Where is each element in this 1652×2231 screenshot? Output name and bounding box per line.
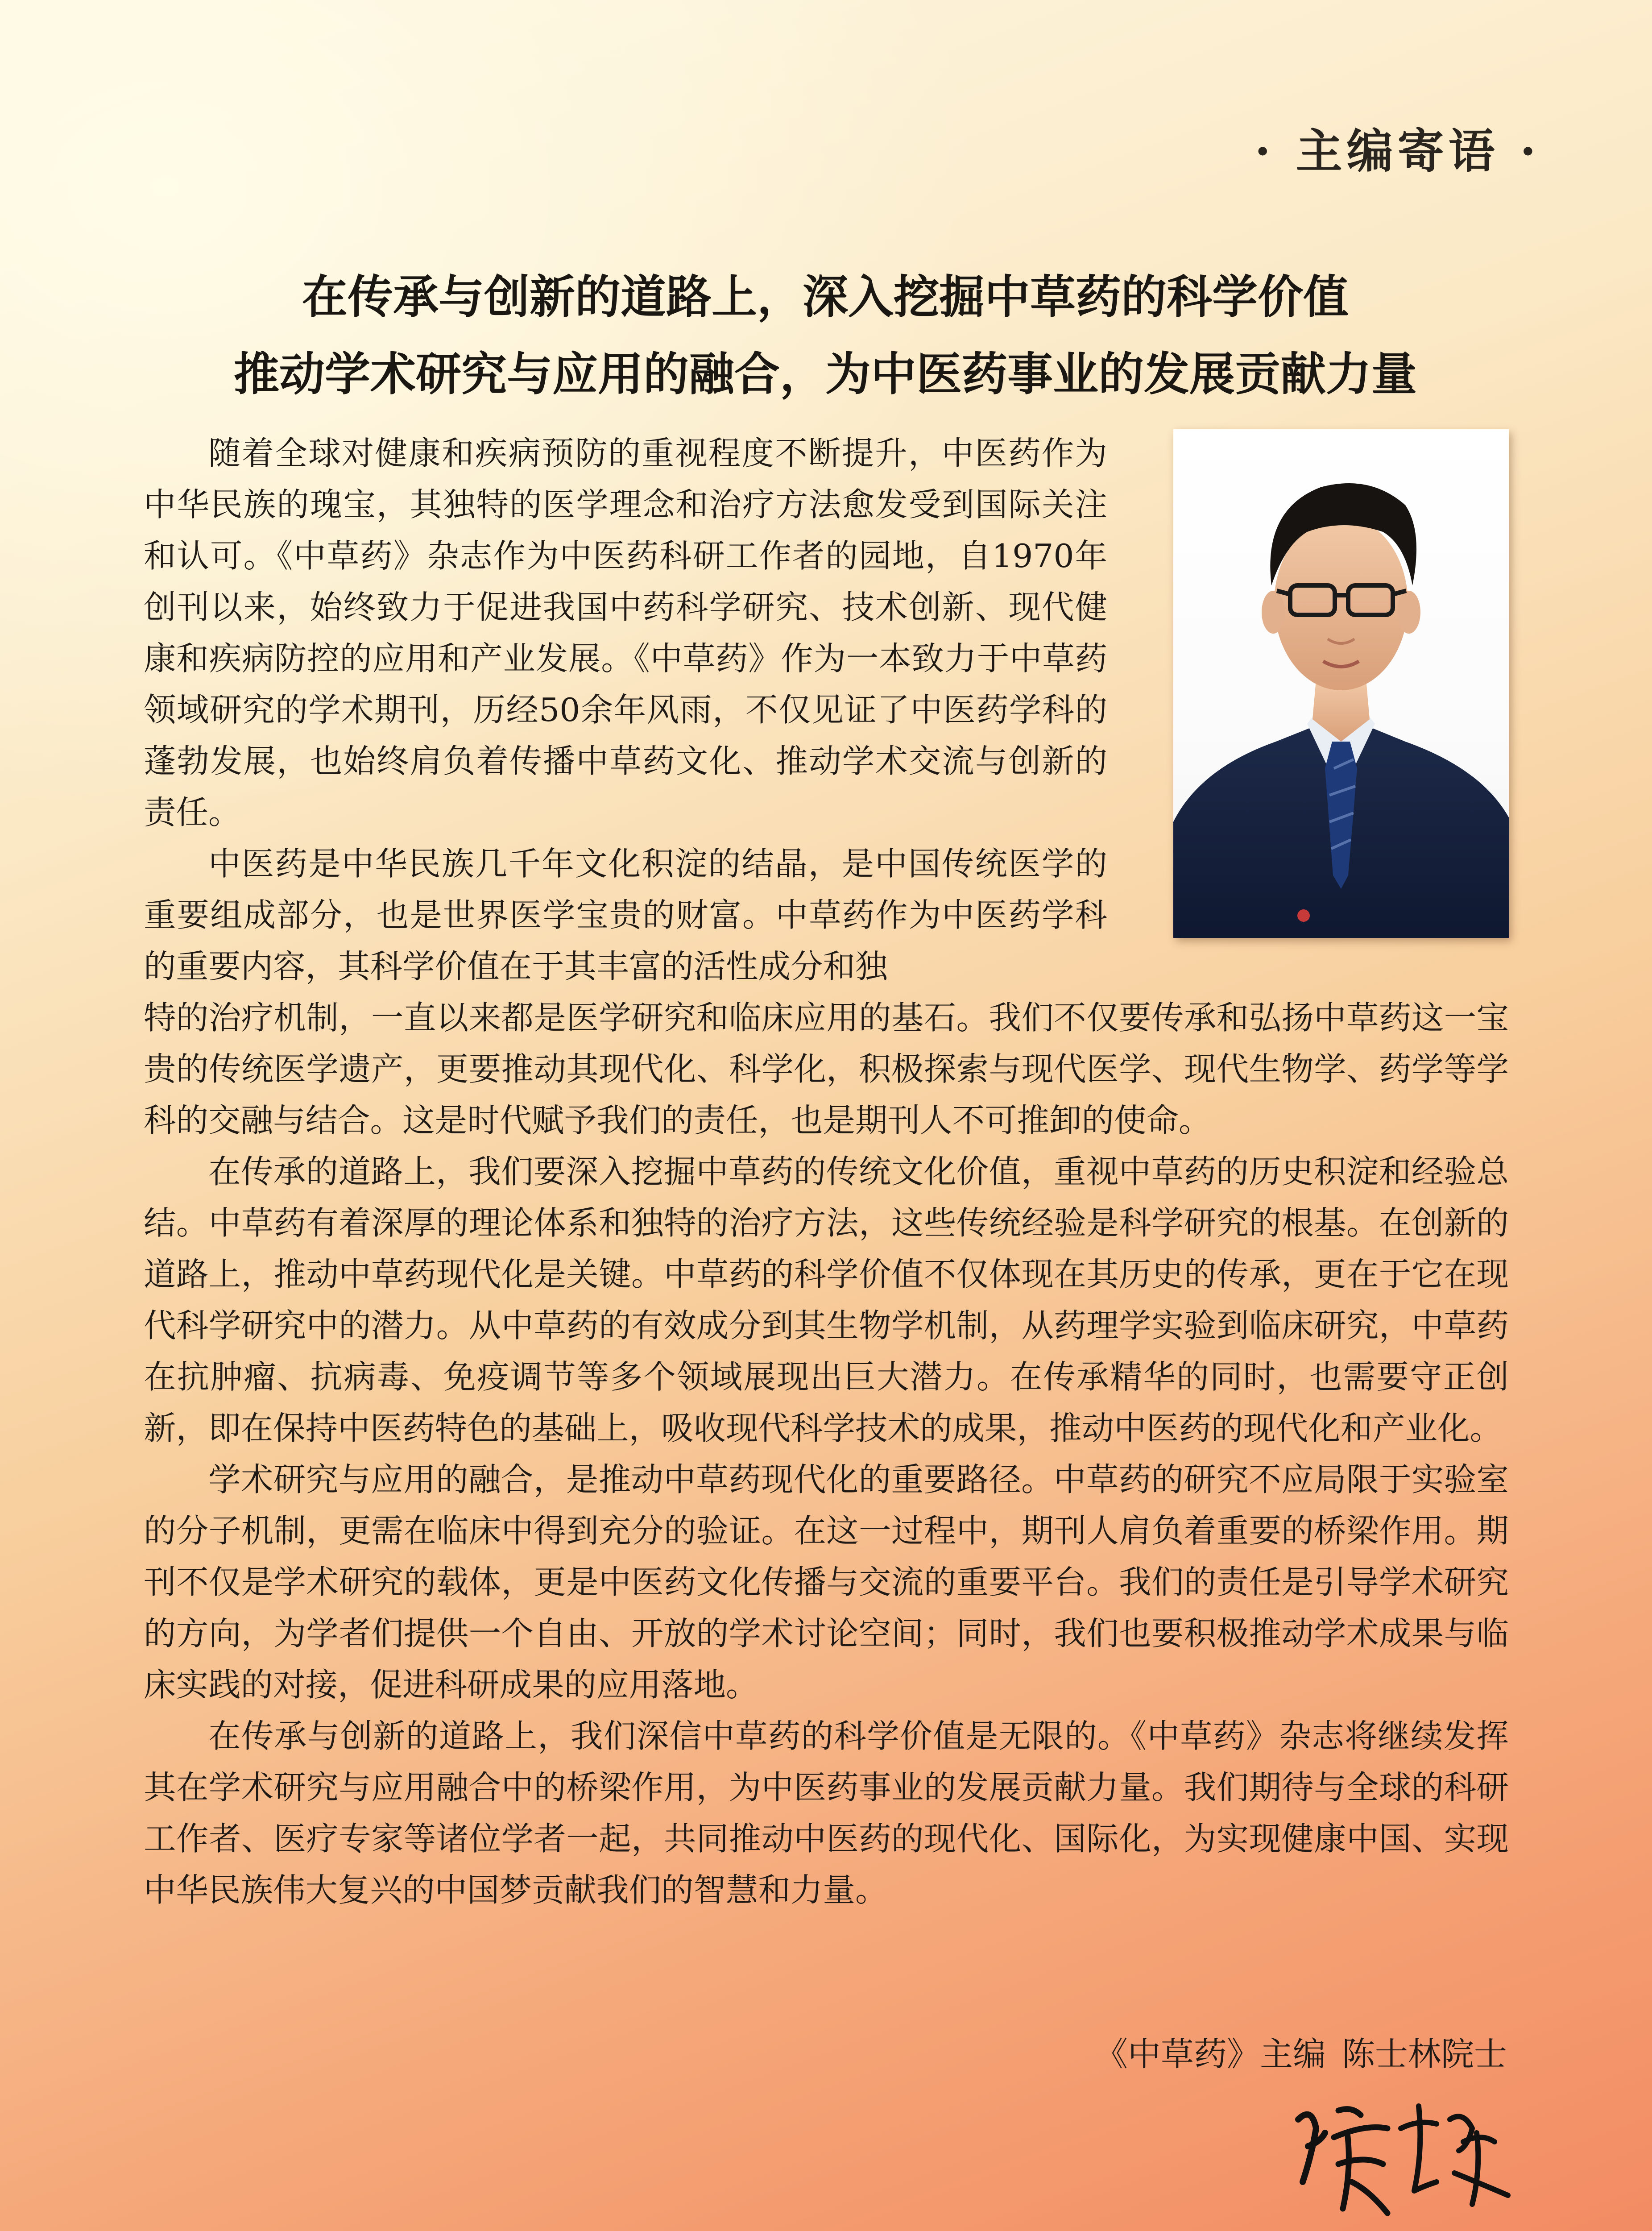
handwritten-signature [1285,2079,1517,2227]
article-body-upper [144,428,1107,993]
paragraph-2-continued: 特的治疗机制，一直以来都是医学研究和临床应用的基石。我们不仅要传承和弘扬中草药这一宝贵的传统医学遗产，更要推动其现代化、科学化，积极探索与现代医学、现代生物学、药学等学科的交融与结合。这是时代赋予我们的责任，也是期刊人不可推卸的使命。 [144,999,1509,1140]
article-body-lower [144,993,1509,1916]
editor-portrait-photo [1173,429,1509,938]
author-name: 陈士林院士 [1342,2035,1507,2073]
portrait-illustration [1173,429,1509,938]
paragraph-4: 学术研究与应用的融合，是推动中草药现代化的重要路径。中草药的研究不应局限于实验室的分子机制，更需在临床中得到充分的验证。在这一过程中，期刊人肩负着重要的桥梁作用。期刊不仅是学术研究的载体，更是中医药文化传播与交流的重要平台。我们的责任是引导学术研究的方向，为学者们提供一个自由、开放的学术讨论空间；同时，我们也要积极推动学术成果与临床实践的对接，促进科研成果的应用落地。 [144,1461,1509,1704]
paragraph-5: 在传承与创新的道路上，我们深信中草药的科学价值是无限的。《中草药》杂志将继续发挥其在学术研究与应用融合中的桥梁作用，为中医药事业的发展贡献力量。我们期待与全球的科研工作者、医疗专家等诸位学者一起，共同推动中医药的现代化、国际化，为实现健康中国、实现中华民族伟大复兴的中国梦贡献我们的智慧和力量。 [144,1718,1509,1909]
column-tag: · 主编寄语 · [1255,124,1540,178]
author-role: 《中草药》主编 [1095,2035,1326,2073]
paragraph-3: 在传承的道路上，我们要深入挖掘中草药的传统文化价值，重视中草药的历史积淀和经验总结。中草药有着深厚的理论体系和独特的治疗方法，这些传统经验是科学研究的根基。在创新的道路上，推动中草药现代化是关键。中草药的科学价值不仅体现在其历史的传承，更在于它在现代科学研究中的潜力。从中草药的有效成分到其生物学机制，从药理学实验到临床研究，中草药在抗肿瘤、抗病毒、免疫调节等多个领域展现出巨大潜力。在传承精华的同时，也需要守正创新，即在保持中医药特色的基础上，吸收现代科学技术的成果，推动中医药的现代化和产业化。 [144,1153,1509,1447]
author-byline [1095,2028,1507,2075]
paragraph-2-start: 中医药是中华民族几千年文化积淀的结晶，是中国传统医学的重要组成部分，也是世界医学宝贵的财富。中草药作为中医药学科的重要内容，其科学价值在于其丰富的活性成分和独 [144,846,1107,986]
paragraph-1: 随着全球对健康和疾病预防的重视程度不断提升，中医药作为中华民族的瑰宝，其独特的医学理念和治疗方法愈发受到国际关注和认可。《中草药》杂志作为中医药科研工作者的园地，自1970年创刊以来，始终致力于促进我国中药科学研究、技术创新、现代健康和疾病防控的应用和产业发展。《中草药》作为一本致力于中草药领域研究的学术期刊，历经50余年风雨，不仅见证了中医药学科的蓬勃发展，也始终肩负着传播中草药文化、推动学术交流与创新的责任。 [144,435,1107,832]
headline-line-2: 推动学术研究与应用的融合，为中医药事业的发展贡献力量 [234,348,1417,401]
headline-line-1: 在传承与创新的道路上，深入挖掘中草药的科学价值 [302,271,1349,324]
